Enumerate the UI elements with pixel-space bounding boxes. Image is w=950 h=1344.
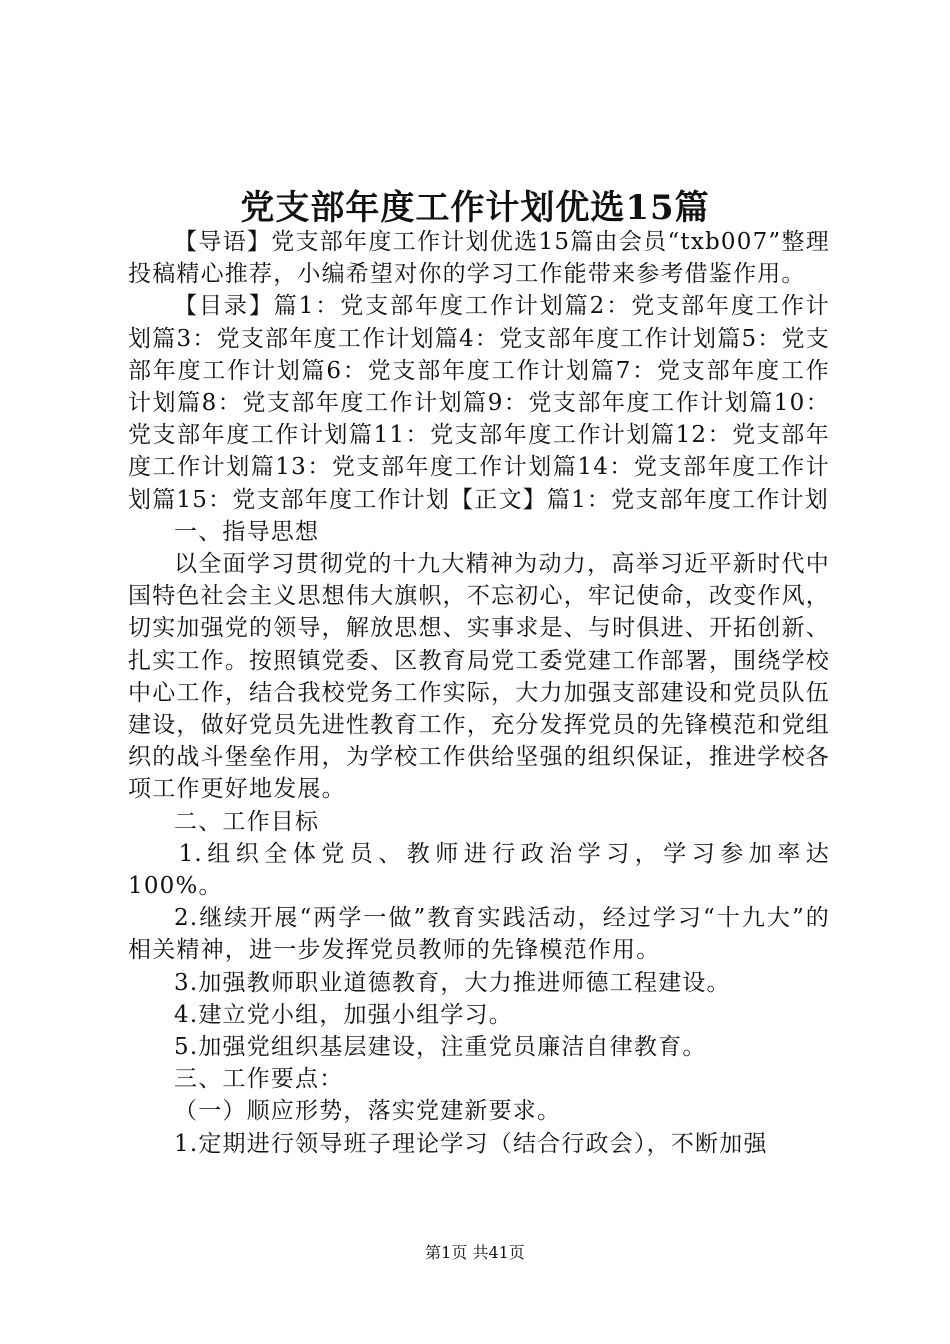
- toc-paragraph: 【目录】篇1：党支部年度工作计划篇2：党支部年度工作计划篇3：党支部年度工作计划篇4：党支部年度工作计划篇5：党支部年度工作计划篇6：党支部年度工作计划篇7：党支部年度工作计划篇8：党支部年度工作计划篇9：党支部年度工作计划篇10：党支部年度工作计划篇11：党支部年度工作计划篇12：党支部年度工作计划篇13：党支部年度工作计划篇14：党支部年度工作计划篇15：党支部年度工作计划【正文】篇1：党支部年度工作计划: [128, 293, 830, 513]
- page-number-footer: 第1页 共41页: [425, 1243, 525, 1262]
- list-item: 1.定期进行领导班子理论学习（结合行政会），不断加强: [174, 1130, 768, 1157]
- subsection-heading: （一）顺应形势，落实党建新要求。: [174, 1098, 562, 1125]
- list-item: 5.加强党组织基层建设，注重党员廉洁自律教育。: [174, 1034, 707, 1061]
- section-heading: 三、工作要点：: [174, 1066, 344, 1093]
- intro-paragraph: 【导语】党支部年度工作计划优选15篇由会员“txb007”整理投稿精心推荐，小编希望对你的学习工作能带来参考借鉴作用。: [128, 229, 830, 288]
- list-item: 4.建立党小组，加强小组学习。: [174, 1001, 513, 1028]
- section-heading: 一、指导思想: [174, 518, 320, 545]
- body-paragraph: 以全面学习贯彻党的十九大精神为动力，高举习近平新时代中国特色社会主义思想伟大旗帜，不忘初心，牢记使命，改变作风，切实加强党的领导，解放思想、实事求是、与时俱进、开拓创新、扎实工作。按照镇党委、区教育局党工委党建工作部署，围绕学校中心工作，结合我校党务工作实际，大力加强支部建设和党员队伍建设，做好党员先进性教育工作，充分发挥党员的先锋模范和党组织的战斗堡垒作用，为学校工作供给坚强的组织保证，推进学校各项工作更好地发展。: [128, 551, 830, 803]
- list-item: 2.继续开展“两学一做”教育实践活动，经过学习“十九大”的相关精神，进一步发挥党员教师的先锋模范作用。: [128, 905, 830, 964]
- list-item: 3.加强教师职业道德教育，大力推进师德工程建设。: [174, 969, 731, 996]
- document-body: [128, 226, 830, 1160]
- section-heading: 二、工作目标: [174, 808, 320, 835]
- document-title: 党支部年度工作计划优选15篇: [240, 188, 710, 228]
- list-item: 1.组织全体党员、教师进行政治学习，学习参加率达100%。: [128, 840, 830, 900]
